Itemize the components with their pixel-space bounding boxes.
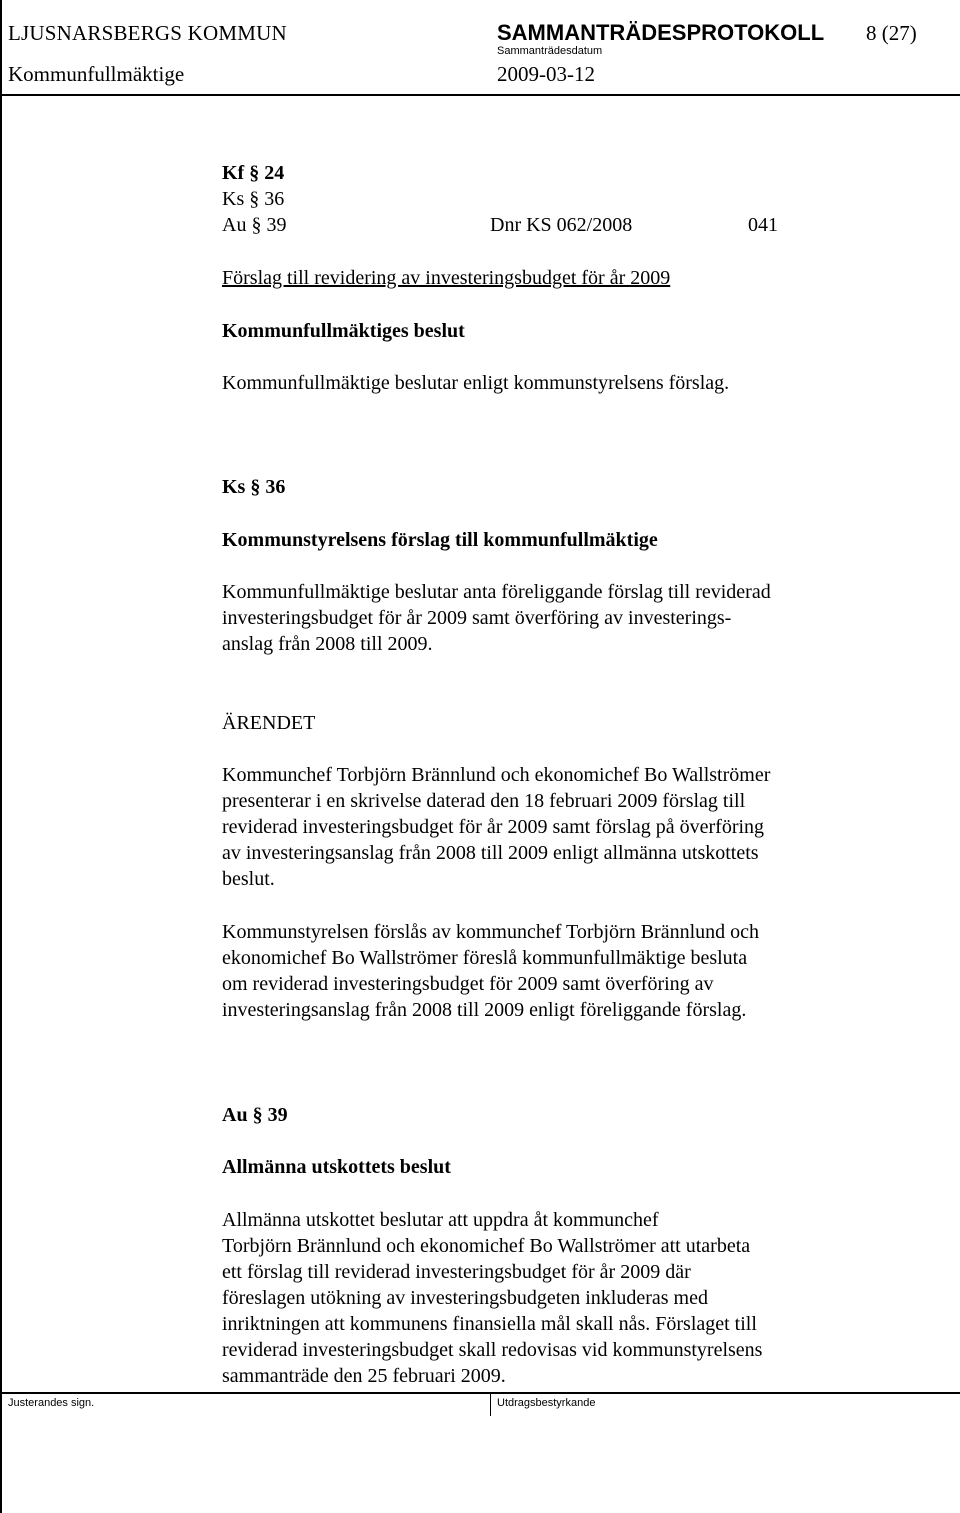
text-line: investeringsbudget för år 2009 samt överföring av investerings-	[222, 607, 732, 629]
text-line: Torbjörn Brännlund och ekonomichef Bo Wallströmer att utarbeta	[222, 1235, 751, 1257]
text-line: presenterar i en skrivelse daterad den 18 februari 2009 förslag till	[222, 790, 746, 812]
ks-proposal-text	[222, 579, 862, 657]
ks-ref: Ks § 36	[222, 476, 286, 498]
ks-title: Kommunstyrelsens förslag till kommunfullmäktige	[222, 529, 658, 551]
arendet-paragraph-1	[222, 762, 862, 892]
text-line: Allmänna utskottet beslutar att uppdra åt kommunchef	[222, 1209, 659, 1231]
text-line: anslag från 2008 till 2009.	[222, 633, 433, 655]
text-line: föreslagen utökning av investeringsbudgeten inkluderas med	[222, 1287, 708, 1309]
arendet-paragraph-2	[222, 919, 862, 1023]
archive-code: 041	[748, 214, 778, 236]
footer-divider	[0, 1392, 960, 1394]
text-line: Kommunstyrelsen förslås av kommunchef Torbjörn Brännlund och	[222, 921, 760, 943]
ref-kf: Kf § 24	[222, 162, 285, 184]
footer-column-divider	[490, 1392, 491, 1416]
au-title: Allmänna utskottets beslut	[222, 1156, 451, 1178]
text-line: reviderad investeringsbudget för år 2009 samt förslag på överföring	[222, 816, 765, 838]
kf-decision-text: Kommunfullmäktige beslutar enligt kommunstyrelsens förslag.	[222, 372, 730, 394]
text-line: sammanträde den 25 februari 2009.	[222, 1365, 506, 1387]
au-decision-text	[222, 1207, 862, 1389]
text-line: av investeringsanslag från 2008 till 2009 enligt allmänna utskottets	[222, 842, 759, 864]
assembly-name: Kommunfullmäktige	[8, 62, 185, 86]
text-line: inriktningen att kommunens finansiella mål skall nås. Förslaget till	[222, 1313, 757, 1335]
text-line: ett förslag till reviderad investeringsbudget för år 2009 där	[222, 1261, 691, 1283]
text-line: reviderad investeringsbudget skall redovisas vid kommunstyrelsens	[222, 1339, 763, 1361]
dnr-number: Dnr KS 062/2008	[490, 214, 633, 236]
signature-label: Justerandes sign.	[8, 1397, 95, 1409]
left-margin-line	[0, 0, 2, 1513]
page-number: 8 (27)	[866, 21, 917, 45]
kf-decision-title: Kommunfullmäktiges beslut	[222, 320, 465, 342]
text-line: beslut.	[222, 868, 275, 890]
document-title: SAMMANTRÄDESPROTOKOLL	[497, 20, 825, 45]
arendet-title: ÄRENDET	[222, 712, 316, 734]
text-line: Kommunfullmäktige beslutar anta föreliggande förslag till reviderad	[222, 581, 771, 603]
organization-name: LJUSNARSBERGS KOMMUN	[8, 21, 287, 45]
text-line: investeringsanslag från 2008 till 2009 enligt föreliggande förslag.	[222, 999, 747, 1021]
ref-ks: Ks § 36	[222, 188, 285, 210]
text-line: Kommunchef Torbjörn Brännlund och ekonomichef Bo Wallströmer	[222, 764, 771, 786]
date-label: Sammanträdesdatum	[497, 45, 603, 57]
matter-heading: Förslag till revidering av investeringsbudget för år 2009	[222, 267, 671, 289]
text-line: ekonomichef Bo Wallströmer föreslå kommunfullmäktige besluta	[222, 947, 748, 969]
ref-au: Au § 39	[222, 214, 287, 236]
header-divider	[0, 94, 960, 96]
text-line: om reviderad investeringsbudget för 2009 samt överföring av	[222, 973, 714, 995]
au-ref: Au § 39	[222, 1104, 288, 1126]
certification-label: Utdragsbestyrkande	[497, 1397, 596, 1409]
meeting-date: 2009-03-12	[497, 62, 595, 86]
